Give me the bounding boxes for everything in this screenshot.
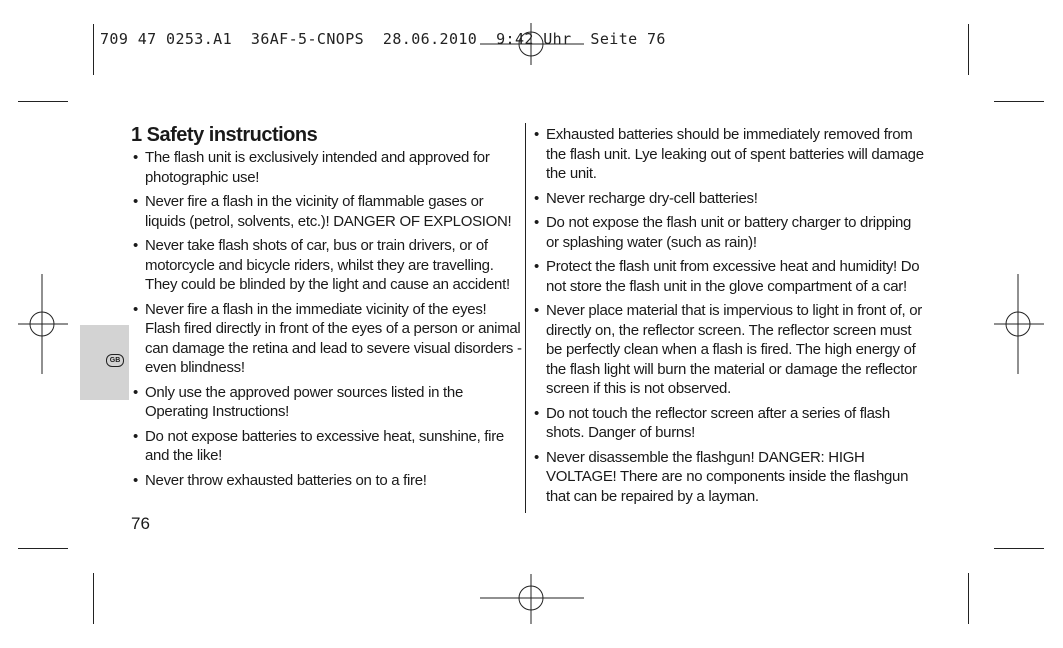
crop-mark-bottom-left [93, 573, 94, 624]
list-item: • Do not touch the reflector screen after a series of flash shots. Danger of burns! [532, 404, 924, 443]
section-title: 1 Safety instructions [131, 124, 318, 146]
list-item: • Never fire a flash in the vicinity of flammable gases or liquids (petrol, solvents, etc.)! DANGER OF EXPLOSION! [131, 192, 523, 231]
crop-mark-bottom-right-horizontal [994, 548, 1044, 549]
page-number: 76 [131, 514, 150, 533]
safety-list-left [131, 148, 523, 495]
crop-mark-bottom-left-horizontal [18, 548, 68, 549]
list-item: • Protect the flash unit from excessive heat and humidity! Do not store the flash unit in the glove compartment of a car! [532, 257, 924, 296]
crop-mark-top-right [968, 24, 969, 75]
safety-list-right [532, 125, 924, 511]
registration-mark-left-icon [18, 274, 68, 374]
list-item: • Do not expose batteries to excessive heat, sunshine, fire and the like! [131, 427, 523, 466]
registration-mark-right-icon [994, 274, 1044, 374]
list-item: • Never disassemble the flashgun! DANGER: HIGH VOLTAGE! There are no components inside the flashgun that can be repaired by a layman. [532, 448, 924, 507]
list-item: • Never fire a flash in the immediate vicinity of the eyes! Flash fired directly in front of the eyes of a person or animal can damage the retina and lead to severe visual disorders - even blindness! [131, 300, 523, 378]
crop-mark-top-left-horizontal [18, 101, 68, 102]
list-item: • Never recharge dry-cell batteries! [532, 189, 924, 209]
list-item: • Exhausted batteries should be immediately removed from the flash unit. Lye leaking out of spent batteries will damage the unit. [532, 125, 924, 184]
print-slug-line: 709 47 0253.A1 36AF-5-CNOPS 28.06.2010 9:42 Uhr Seite 76 [100, 30, 666, 48]
list-item: • Never throw exhausted batteries on to a fire! [131, 471, 523, 491]
language-badge: GB [106, 354, 124, 367]
list-item: • Only use the approved power sources listed in the Operating Instructions! [131, 383, 523, 422]
registration-mark-top-icon [480, 23, 584, 65]
column-divider [525, 123, 526, 513]
list-item: • Never take flash shots of car, bus or train drivers, or of motorcycle and bicycle riders, whilst they are travelling. They could be blinded by the light and cause an accident! [131, 236, 523, 295]
list-item: • The flash unit is exclusively intended and approved for photographic use! [131, 148, 523, 187]
list-item: • Do not expose the flash unit or battery charger to dripping or splashing water (such as rain)! [532, 213, 924, 252]
crop-mark-bottom-right [968, 573, 969, 624]
registration-mark-bottom-icon [480, 574, 584, 624]
crop-mark-top-left [93, 24, 94, 75]
crop-mark-top-right-horizontal [994, 101, 1044, 102]
list-item: • Never place material that is impervious to light in front of, or directly on, the reflector screen. The reflector screen must be perfectly clean when a flash is fired. The high energy of the flash light will burn the material or damage the reflector screen if this is not observed. [532, 301, 924, 399]
